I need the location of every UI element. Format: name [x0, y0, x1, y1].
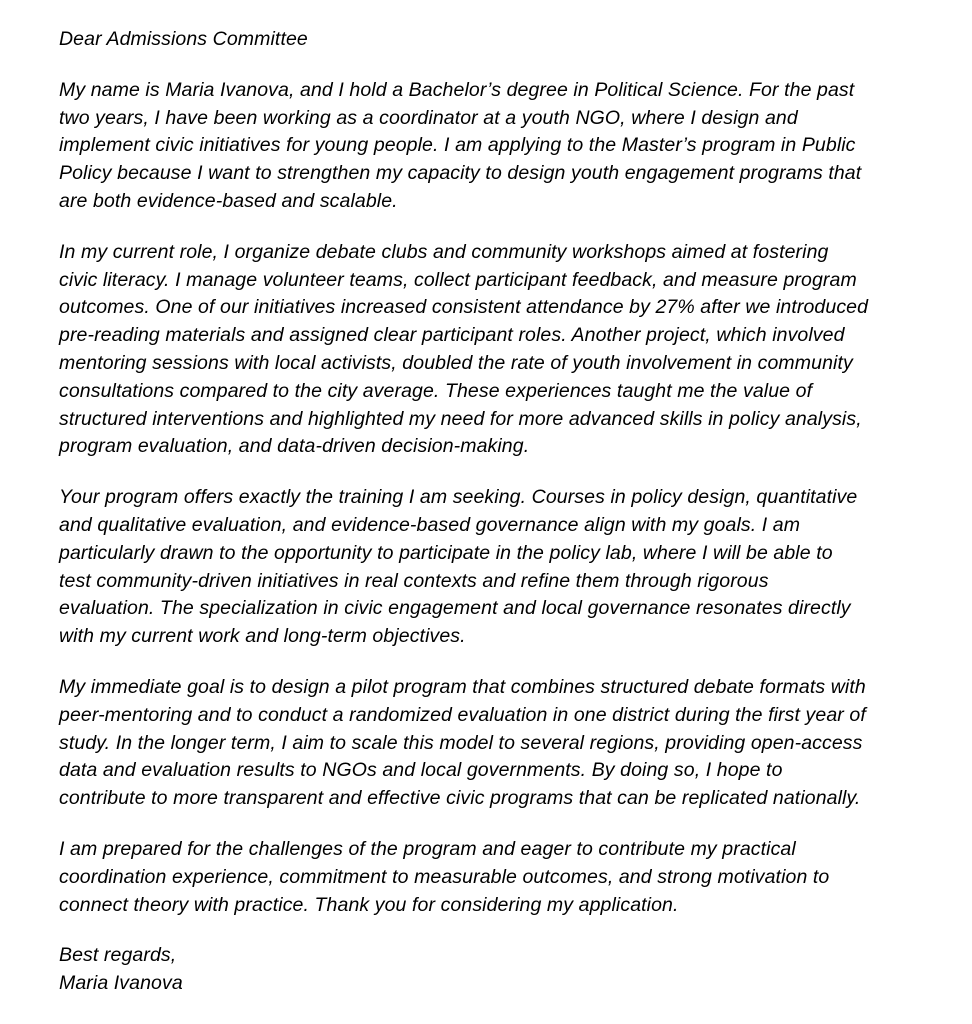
text-line: consultations compared to the city average. These experiences taught me the value of	[59, 379, 813, 402]
text-line: Policy because I want to strengthen my capacity to design youth engagement programs that	[59, 162, 862, 185]
text-line: connect theory with practice. Thank you for considering my application.	[59, 893, 679, 916]
text-line: My name is Maria Ivanova, and I hold a Bachelor’s degree in Political Science. For the past	[59, 78, 855, 101]
text-line: with my current work and long-term objectives.	[59, 625, 466, 648]
text-line: data and evaluation results to NGOs and local governments. By doing so, I hope to	[59, 759, 783, 782]
text-line: two years, I have been working as a coordinator at a youth NGO, where I design and	[59, 106, 798, 129]
text-line: I am prepared for the challenges of the program and eager to contribute my practical	[59, 837, 796, 860]
text-line: and qualitative evaluation, and evidence-based governance align with my goals. I am	[59, 513, 801, 536]
closing-phrase: Best regards,	[59, 944, 177, 967]
closing-block	[59, 942, 939, 998]
text-line: implement civic initiatives for young people. I am applying to the Master’s program in Public	[59, 134, 856, 157]
text-line: civic literacy. I manage volunteer teams, collect participant feedback, and measure program	[59, 268, 857, 291]
text-line: structured interventions and highlighted my need for more advanced skills in policy analysis,	[59, 407, 862, 430]
text-line: outcomes. One of our initiatives increased consistent attendance by 27% after we introduced	[59, 296, 869, 319]
text-line: My immediate goal is to design a pilot program that combines structured debate formats with	[59, 675, 866, 698]
letter-body	[59, 26, 939, 998]
text-line: mentoring sessions with local activists, doubled the rate of youth involvement in community	[59, 351, 853, 374]
signature-name: Maria Ivanova	[59, 972, 183, 995]
text-line: are both evidence-based and scalable.	[59, 189, 398, 212]
text-line: contribute to more transparent and effective civic programs that can be replicated nationally.	[59, 787, 861, 810]
text-line: pre-reading materials and assigned clear participant roles. Another project, which involved	[59, 324, 845, 347]
text-line: coordination experience, commitment to measurable outcomes, and strong motivation to	[59, 865, 830, 888]
text-line: program evaluation, and data-driven decision-making.	[59, 435, 530, 458]
text-line: Your program offers exactly the training I am seeking. Courses in policy design, quantitative	[59, 486, 858, 509]
text-line: peer-mentoring and to conduct a randomized evaluation in one district during the first year of	[59, 703, 866, 726]
text-line: particularly drawn to the opportunity to participate in the policy lab, where I will be able to	[59, 541, 833, 564]
text-line: In my current role, I organize debate clubs and community workshops aimed at fostering	[59, 240, 829, 263]
paragraph-conclusion	[59, 836, 939, 919]
paragraph-program-fit	[59, 484, 939, 651]
paragraph-introduction	[59, 77, 939, 216]
paragraph-current-role	[59, 239, 939, 461]
salutation: Dear Admissions Committee	[59, 28, 308, 50]
text-line: test community-driven initiatives in real contexts and refine them through rigorous	[59, 569, 769, 592]
text-line: study. In the longer term, I aim to scale this model to several regions, providing open-access	[59, 731, 863, 754]
paragraph-goals	[59, 674, 939, 813]
text-line: evaluation. The specialization in civic engagement and local governance resonates directly	[59, 597, 851, 620]
